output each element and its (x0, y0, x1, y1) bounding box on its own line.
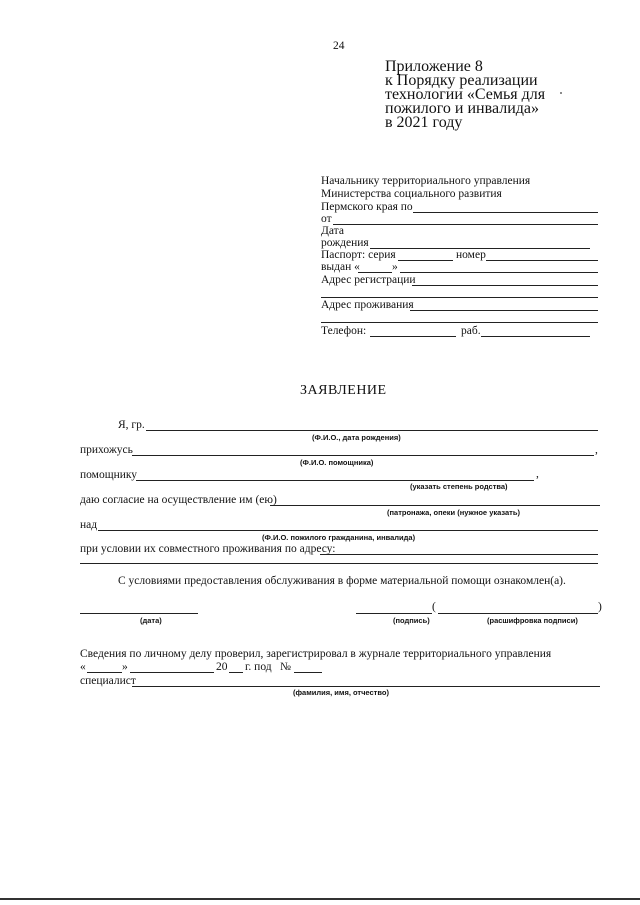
passport-series-field[interactable] (398, 260, 453, 261)
live-address-field[interactable] (410, 310, 598, 311)
scan-bottom-edge (0, 898, 640, 900)
paren-open: ( (432, 601, 436, 613)
reg-year-field[interactable] (229, 672, 243, 673)
page-number: 24 (333, 40, 345, 52)
paren-close: ) (598, 601, 602, 613)
addressee-line-1: Начальнику территориального управления (321, 175, 531, 187)
relation-field[interactable] (132, 455, 594, 456)
appendix-line-1: Приложение 8 (385, 58, 483, 75)
addressee-line-3: Пермского края по (321, 201, 413, 213)
passport-series-label: Паспорт: серия (321, 249, 396, 261)
date-label: Дата (321, 225, 344, 237)
region-field[interactable] (413, 212, 598, 213)
reg-quote-open: « (80, 661, 86, 673)
citizen-name-field[interactable] (146, 430, 598, 431)
caption-patronage: (патронажа, опеки (нужное указать) (387, 508, 520, 517)
appendix-line-3: технологии «Семья для (385, 86, 546, 103)
caption-fio-birth: (Ф.И.О., дата рождения) (312, 433, 401, 442)
issued-by-field[interactable] (400, 272, 598, 273)
reg-address-field[interactable] (412, 285, 598, 286)
cohabit-address-field-2[interactable] (80, 563, 598, 564)
helper-name-field[interactable] (136, 480, 534, 481)
appendix-line-5: в 2021 году (385, 114, 463, 131)
caption-fullname: (фамилия, имя, отчество) (293, 688, 389, 697)
document-title: ЗАЯВЛЕНИЕ (300, 383, 387, 398)
specialist-label: специалист (80, 675, 136, 687)
comma-2: , (536, 468, 539, 480)
caption-elder: (Ф.И.О. пожилого гражданина, инвалида) (262, 533, 416, 542)
reg-number-label: № (280, 661, 291, 673)
signature-field[interactable] (356, 613, 432, 614)
conditions-text: С условиями предоставления обслуживания в форме материальной помощи ознакомлен(а). (118, 575, 566, 587)
caption-date: (дата) (140, 616, 162, 625)
caption-relation: (указать степень родства) (410, 482, 508, 491)
cohabit-label: при условии их совместного проживания по адресу: (80, 543, 336, 555)
comma-1: , (595, 444, 598, 456)
being-label: прихожусь (80, 444, 133, 456)
birth-label: рождения (321, 237, 369, 249)
issued-quote-close: » (392, 261, 398, 273)
live-address-field-2[interactable] (321, 322, 598, 323)
elder-name-field[interactable] (98, 530, 598, 531)
citizen-label: Я, гр. (118, 419, 145, 431)
reg-address-field-2[interactable] (321, 297, 598, 298)
addressee-line-2: Министерства социального развития (321, 188, 502, 200)
issued-day-field[interactable] (358, 272, 392, 273)
scan-speck (560, 92, 562, 94)
reg-quote-close: » (122, 661, 128, 673)
live-address-label: Адрес проживания (321, 299, 414, 311)
reg-number-field[interactable] (294, 672, 322, 673)
cohabit-address-field[interactable] (320, 554, 598, 555)
reg-day-field[interactable] (87, 672, 122, 673)
caption-signature-decode: (расшифровка подписи) (487, 616, 578, 625)
reg-month-field[interactable] (130, 672, 214, 673)
work-phone-field[interactable] (481, 336, 590, 337)
passport-number-field[interactable] (486, 260, 598, 261)
from-field[interactable] (333, 224, 598, 225)
appendix-line-4: пожилого и инвалида» (385, 100, 539, 117)
patronage-field[interactable] (270, 505, 600, 506)
specialist-name-field[interactable] (132, 686, 600, 687)
reg-year-suffix: г. под (245, 661, 272, 673)
caption-signature: (подпись) (393, 616, 430, 625)
appendix-line-2: к Порядку реализации (385, 72, 538, 89)
reg-address-label: Адрес регистрации (321, 274, 416, 286)
consent-label: даю согласие на осуществление им (ею) (80, 494, 277, 506)
work-phone-label: раб. (461, 325, 481, 337)
helper-label: помощнику (80, 469, 138, 481)
passport-number-label: номер (456, 249, 486, 261)
over-label: над (80, 519, 98, 531)
issued-label: выдан « (321, 261, 360, 273)
date-field[interactable] (80, 613, 198, 614)
caption-fio-helper: (Ф.И.О. помощника) (300, 458, 374, 467)
reg-year-prefix: 20 (216, 661, 228, 673)
phone-field[interactable] (370, 336, 456, 337)
checked-text: Сведения по личному делу проверил, зарегистрировал в журнале территориального управления (80, 648, 552, 660)
from-label: от (321, 213, 332, 225)
signature-decode-field[interactable] (438, 613, 598, 614)
appendix-heading (385, 60, 545, 130)
phone-label: Телефон: (321, 325, 367, 337)
